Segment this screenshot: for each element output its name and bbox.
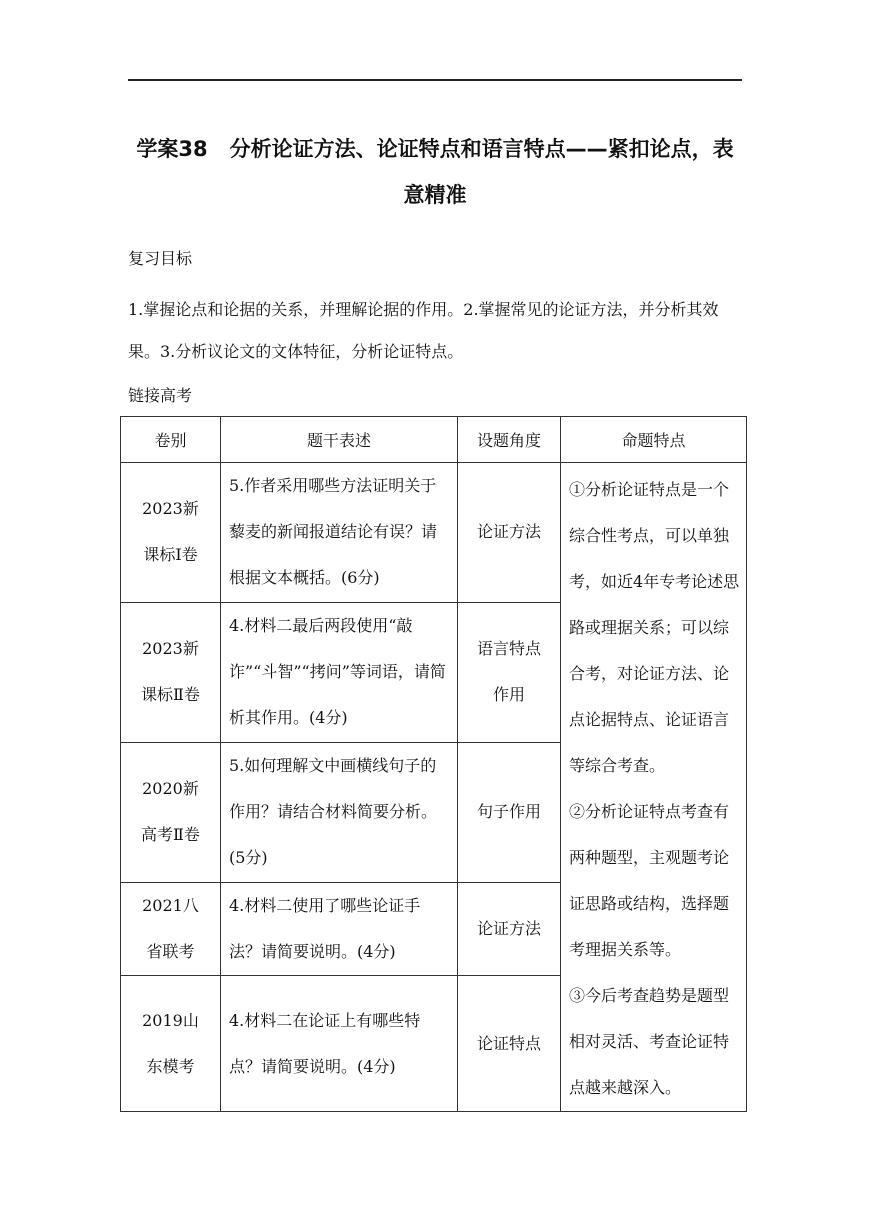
header-rule — [128, 79, 742, 81]
paper-cell: 2020新高考Ⅱ卷 — [141, 779, 200, 845]
paper-cell: 2023新课标Ⅰ卷 — [142, 499, 199, 565]
question-cell: 5.作者采用哪些方法证明关于藜麦的新闻报道结论有误？请根据文本概括。(6分) — [229, 476, 438, 588]
title-line-1: 分析论证方法、论证特点和语言特点——紧扣论点，表 — [229, 137, 734, 161]
header-paper: 卷别 — [121, 417, 221, 463]
review-goals-heading: 复习目标 — [128, 249, 193, 268]
question-cell: 4.材料二使用了哪些论证手法？请简要说明。(4分) — [229, 895, 421, 961]
header-angle: 设题角度 — [458, 417, 561, 463]
angle-cell: 论证方法 — [476, 918, 541, 938]
feature-item: ②分析论证特点考查有两种题型，主观题考论证思路或结构，选择题考理据关系等。 — [569, 802, 730, 959]
exam-link-heading: 链接高考 — [128, 386, 193, 405]
table-row — [121, 463, 747, 603]
angle-cell: 论证特点 — [476, 1033, 541, 1053]
header-feature: 命题特点 — [561, 417, 747, 463]
question-cell: 4.材料二最后两段使用“敲诈”“斗智”“拷问”等词语，请简析其作用。(4分) — [229, 616, 446, 728]
header-question: 题干表述 — [221, 417, 458, 463]
paper-cell: 2023新课标Ⅱ卷 — [141, 639, 200, 705]
feature-item: ①分析论证特点是一个综合性考点，可以单独考，如近4年专考论述思路或理据关系；可以综合考，对论证方法、论点论据特点、论证语言等综合考查。 — [569, 480, 740, 775]
paper-cell: 2021八省联考 — [142, 895, 199, 961]
page-title — [128, 126, 742, 218]
angle-cell: 语言特点作用 — [476, 639, 541, 705]
features-cell — [561, 463, 747, 1112]
feature-item: ③今后考查趋势是题型相对灵活、考查论证特点越来越深入。 — [569, 986, 730, 1097]
objectives-paragraph: 1.掌握论点和论据的关系，并理解论据的作用。2.掌握常见的论证方法，并分析其效果。3.分析议论文的文体特征，分析论证特点。 — [128, 300, 719, 361]
table-header-row — [121, 417, 747, 463]
angle-cell: 句子作用 — [476, 802, 541, 822]
angle-cell: 论证方法 — [476, 522, 541, 542]
title-line-2: 意精准 — [403, 183, 467, 207]
paper-cell: 2019山东模考 — [142, 1010, 199, 1076]
lesson-number: 学案38 — [136, 137, 208, 161]
question-cell: 5.如何理解文中画横线句子的作用？请结合材料简要分析。(5分) — [229, 756, 438, 868]
exam-table — [120, 416, 747, 1112]
question-cell: 4.材料二在论证上有哪些特点？请简要说明。(4分) — [229, 1010, 421, 1076]
